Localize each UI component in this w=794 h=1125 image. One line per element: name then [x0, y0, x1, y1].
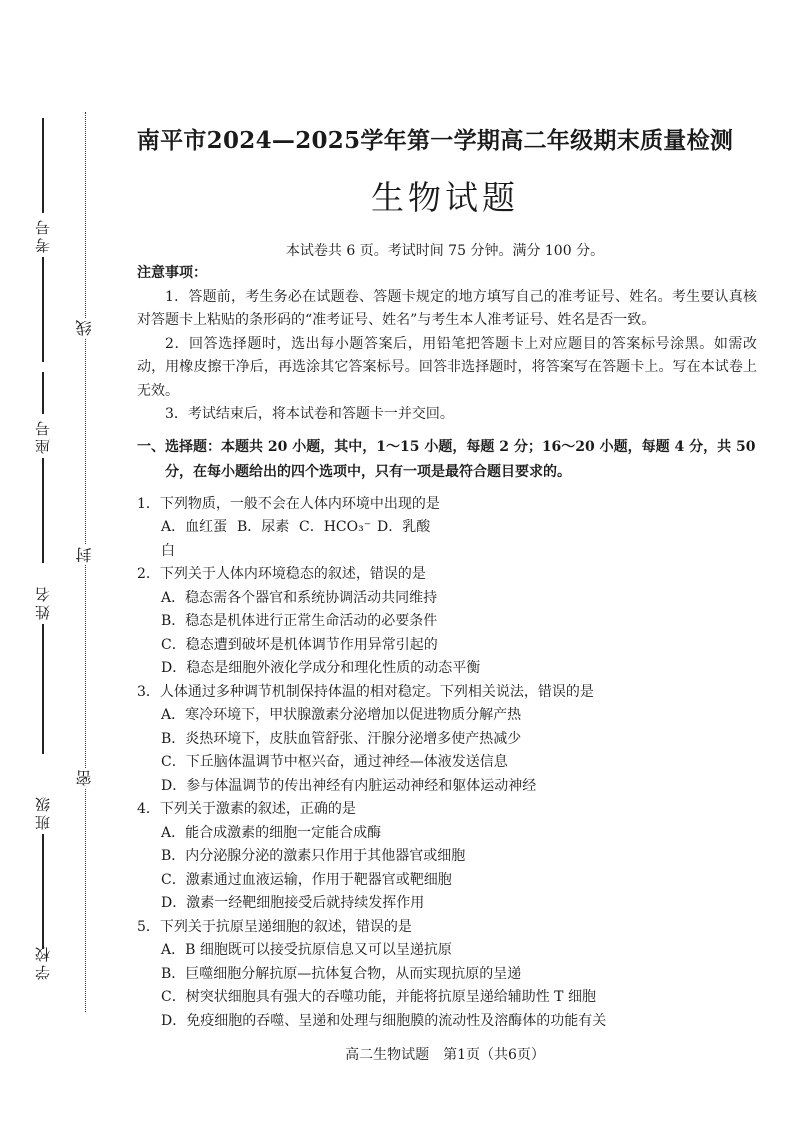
fill-line [42, 257, 43, 362]
fill-line [42, 834, 43, 949]
option-a: A．血红蛋白 [161, 519, 228, 559]
question-4 [137, 798, 757, 916]
option-c: C．树突状细胞具有强大的吞噬功能，并能将抗原呈递给辅助性 T 细胞 [161, 989, 596, 1005]
option-c: C．HCO₃⁻ [299, 519, 372, 535]
question-stem: 2．下列关于人体内环境稳态的叙述，错误的是 [137, 566, 426, 582]
seal-char-line: 线 [75, 320, 94, 336]
question-stem: 5．下列关于抗原呈递细胞的叙述，错误的是 [137, 918, 412, 935]
question-2 [137, 563, 757, 681]
exam-info: 本试卷共 6 页。考试时间 75 分钟。满分 100 分。 [285, 243, 605, 259]
option-d: D．参与体温调节的传出神经有内脏运动神经和躯体运动神经 [161, 777, 537, 794]
option-c: C．稳态遭到破坏是机体调节作用异常引起的 [161, 636, 438, 653]
question-stem: 4．下列关于激素的叙述，正确的是 [137, 801, 356, 817]
fill-line [42, 372, 43, 414]
option-d: D．激素一经靶细胞接受后就持续发挥作用 [161, 895, 425, 911]
binding-field-school [28, 940, 58, 984]
question-stem: 1．下列物质，一般不会在人体内环境中出现的是 [137, 495, 440, 512]
seal-char-secret: 密 [75, 770, 94, 786]
option-row [137, 516, 757, 563]
option-d: D．乳酸 [377, 519, 431, 535]
note-item: 3．考试结束后，将本试卷和答题卡一并交回。 [165, 406, 454, 422]
binding-field-class [28, 790, 58, 949]
fill-line [42, 458, 43, 563]
binding-label-seat-number: 座号 [33, 418, 52, 454]
option-b: B．内分泌腺分泌的激素只作用于其他器官或细胞 [161, 848, 466, 864]
note-item: 2．回答选择题时，选出每小题答案后，用铅笔把答题卡上对应题目的答案标号涂黑。如需改动，用橡皮擦干净后，再选涂其它答案标号。回答非选择题时，将答案写在答题卡上。写在本试卷上无效。 [137, 335, 757, 399]
section-heading: 一、选择题：本题共 20 小题，其中，1～15 小题，每题 2 分；16～20 小题，每题 4 分，共 50 分，在每小题给出的四个选项中，只有一项是最符合题目要求的。 [137, 438, 756, 480]
option-a: A．寒冷环境下，甲状腺激素分泌增加以促进物质分解产热 [161, 707, 522, 723]
binding-label-name: 姓名 [33, 584, 52, 620]
notes-heading: 注意事项： [137, 265, 207, 281]
binding-label-exam-number: 考号 [33, 217, 52, 253]
option-c: C．下丘脑体温调节中枢兴奋，通过神经—体液发送信息 [161, 754, 508, 770]
exam-title: 南平市2024—2025学年第一学期高二年级期末质量检测 [136, 127, 734, 154]
option-d: D．稳态是细胞外液化学成分和理化性质的动态平衡 [161, 660, 481, 676]
question-1 [137, 493, 757, 564]
binding-field-name [28, 580, 58, 754]
seal-char-seal: 封 [75, 547, 94, 563]
fill-line [42, 624, 43, 754]
option-a: A．B 细胞既可以接受抗原信息又可以呈递抗原 [161, 942, 452, 958]
option-d: D．免疫细胞的吞噬、呈递和处理与细胞膜的流动性及溶酶体的功能有关 [161, 1012, 607, 1029]
page-footer: 高二生物试题 第1页（共6页） [345, 1047, 545, 1063]
question-stem: 3．人体通过多种调节机制保持体温的相对稳定。下列相关说法，错误的是 [137, 683, 594, 700]
option-b: B．稳态是机体进行正常生命活动的必要条件 [161, 613, 438, 629]
binding-label-school: 学校 [33, 944, 52, 980]
option-a: A．稳态需各个器官和系统协调活动共同维持 [161, 589, 438, 606]
option-b: B．尿素 [237, 519, 290, 535]
exam-content [137, 262, 757, 1033]
subject-title: 生物试题 [371, 178, 519, 217]
option-b: B．炎热环境下，皮肤血管舒张、汗腺分泌增多使产热减少 [161, 730, 522, 747]
binding-field-seat-number [28, 372, 58, 563]
option-b: B．巨噬细胞分解抗原—抗体复合物，从而实现抗原的呈递 [161, 965, 522, 982]
question-5 [137, 916, 757, 1034]
question-3 [137, 681, 757, 799]
question-list [137, 493, 757, 1034]
binding-label-class: 班级 [33, 794, 52, 830]
option-a: A．能合成激素的细胞一定能合成酶 [161, 824, 382, 841]
note-item: 1．答题前，考生务必在试题卷、答题卡规定的地方填写自己的准考证号、姓名。考生要认真核对答题卡上粘贴的条形码的“准考证号、姓名”与考生本人准考证号、姓名是否一致。 [137, 288, 757, 328]
option-c: C．激素通过血液运输，作用于靶器官或靶细胞 [161, 871, 452, 888]
